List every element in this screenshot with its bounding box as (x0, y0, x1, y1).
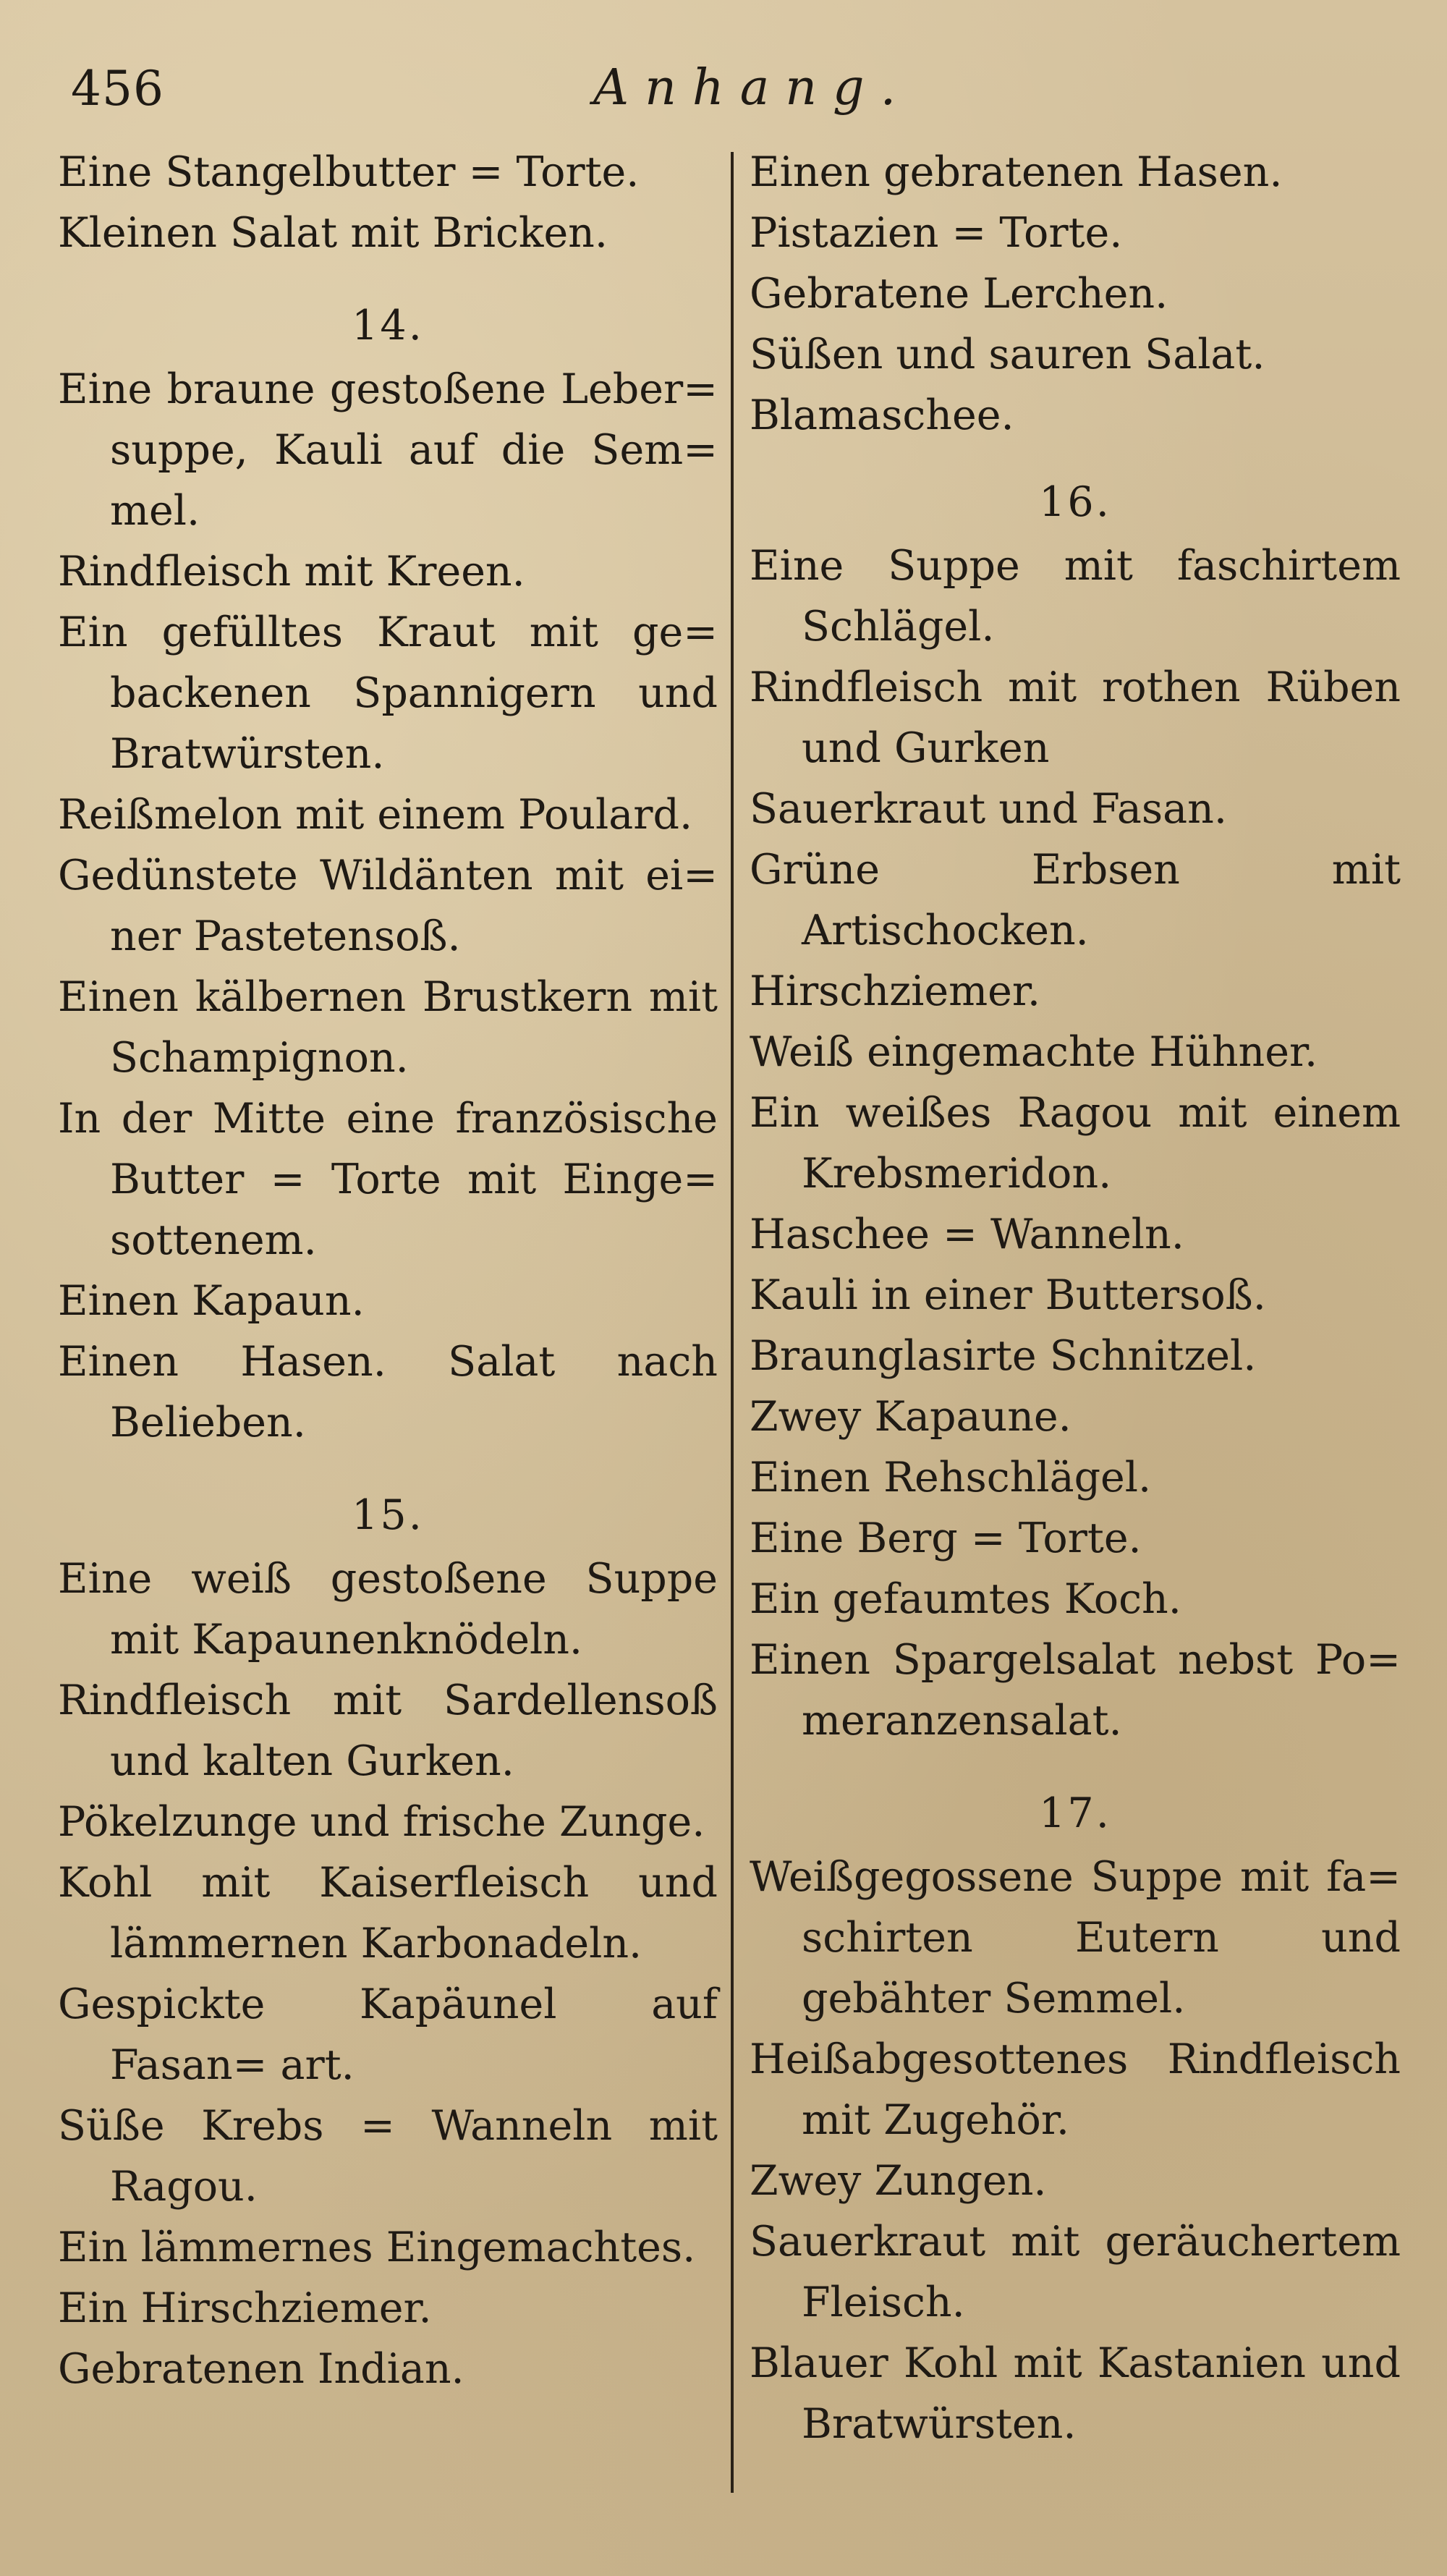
menu-item: Sauerkraut und Fasan. (750, 785, 1227, 833)
menu-item: Eine Stangelbutter = Torte. (58, 148, 640, 196)
menu-item: Pökelzunge und frische Zunge. (58, 1798, 705, 1846)
menu-item: Ein lämmernes Eingemachtes. (58, 2224, 696, 2271)
menu-item: Gebratenen Indian. (58, 2345, 464, 2393)
menu-item: Eine weiß gestoßene Suppe mit Kapaunenknödeln. (58, 1555, 718, 1664)
menu-item: Haschee = Wanneln. (750, 1211, 1184, 1258)
menu-item: Einen kälbernen Brustkern mit Schampignon. (58, 973, 718, 1082)
menu-item: Weißgegossene Suppe mit fa= schirten Eutern und gebähter Semmel. (750, 1853, 1401, 2022)
menu-item: Sauerkraut mit geräuchertem Fleisch. (750, 2218, 1401, 2326)
menu-item: Kauli in einer Buttersoß. (750, 1271, 1266, 1319)
menu-item: Pistazien = Torte. (750, 209, 1123, 257)
menu-item: Weiß eingemachte Hühner. (750, 1028, 1318, 1076)
menu-item: Eine Berg = Torte. (750, 1514, 1142, 1562)
page-number: 456 (71, 61, 164, 116)
menu-item: Gespickte Kapäunel auf Fasan= art. (58, 1980, 718, 2089)
menu-item: Zwey Zungen. (750, 2157, 1047, 2205)
menu-number-15: 15. (352, 1491, 424, 1539)
menu-item: Einen gebratenen Hasen. (750, 148, 1283, 196)
menu-number-14: 14. (352, 302, 424, 349)
right-column (750, 142, 1401, 2454)
menu-item: Ein Hirschziemer. (58, 2284, 432, 2332)
menu-item: Einen Rehschlägel. (750, 1454, 1152, 1501)
menu-item: Einen Spargelsalat nebst Po= meranzensalat. (750, 1636, 1401, 1745)
menu-item: Zwey Kapaune. (750, 1393, 1072, 1441)
menu-item: Blamaschee. (750, 391, 1014, 439)
menu-item: Grüne Erbsen mit Artischocken. (750, 846, 1401, 954)
menu-item: Hirschziemer. (750, 967, 1040, 1015)
menu-item: Eine braune gestoßene Leber= suppe, Kauli auf die Sem= mel. (58, 365, 718, 535)
menu-item: Gebratene Lerchen. (750, 270, 1168, 318)
menu-number-16: 16. (1039, 478, 1111, 526)
menu-item: In der Mitte eine französische Butter = Torte mit Einge= sottenem. (58, 1095, 718, 1264)
menu-number-17: 17. (1039, 1789, 1111, 1837)
menu-item: Rindfleisch mit rothen Rüben und Gurken (750, 664, 1401, 772)
menu-item: Ein weißes Ragou mit einem Krebsmeridon. (750, 1089, 1401, 1198)
menu-item: Blauer Kohl mit Kastanien und Bratwürsten. (750, 2339, 1401, 2448)
menu-item: Süße Krebs = Wanneln mit Ragou. (58, 2102, 718, 2211)
menu-item: Ein gefülltes Kraut mit ge= backenen Spannigern und Bratwürsten. (58, 609, 718, 778)
menu-item: Kohl mit Kaiserfleisch und lämmernen Karbonadeln. (58, 1859, 718, 1967)
menu-item: Kleinen Salat mit Bricken. (58, 209, 608, 257)
menu-item: Einen Kapaun. (58, 1277, 365, 1325)
left-column (58, 142, 718, 2399)
menu-item: Süßen und sauren Salat. (750, 331, 1265, 378)
menu-item: Ein gefaumtes Koch. (750, 1575, 1181, 1623)
menu-item: Einen Hasen. Salat nach Belieben. (58, 1338, 718, 1446)
menu-item: Braunglasirte Schnitzel. (750, 1332, 1257, 1380)
column-divider (731, 152, 734, 2493)
running-head: Anhang. (593, 59, 912, 116)
menu-item: Rindfleisch mit Sardellensoß und kalten Gurken. (58, 1677, 718, 1785)
menu-item: Eine Suppe mit faschirtem Schlägel. (750, 542, 1401, 651)
menu-item: Rindfleisch mit Kreen. (58, 548, 525, 596)
menu-item: Reißmelon mit einem Poulard. (58, 791, 693, 839)
menu-item: Heißabgesottenes Rindfleisch mit Zugehör. (750, 2035, 1401, 2144)
menu-item: Gedünstete Wildänten mit ei= ner Pastetensoß. (58, 852, 718, 960)
